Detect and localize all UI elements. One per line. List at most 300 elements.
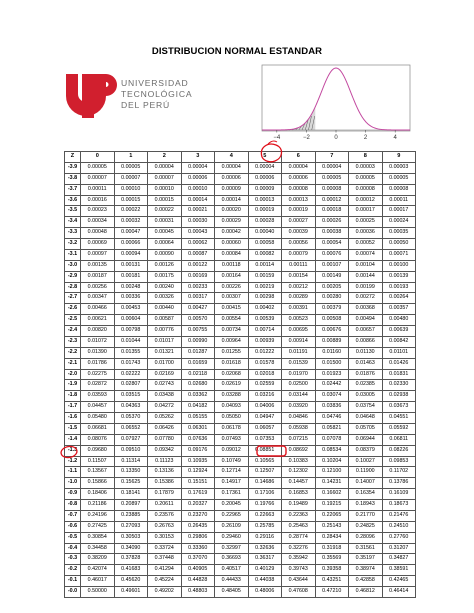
probability-cell: 0.00193 [382,282,416,293]
z-value-cell: -1.1 [65,467,81,478]
probability-cell: 0.00005 [349,173,383,184]
probability-cell: 0.13567 [81,467,115,478]
probability-cell: 0.26435 [181,521,215,532]
probability-cell: 0.16853 [282,489,316,500]
probability-cell: 0.00554 [215,315,249,326]
table-row [65,369,416,380]
table-row [65,228,416,239]
probability-cell: 0.00368 [349,304,383,315]
header-col-4: 4 [215,152,249,163]
probability-cell: 0.04457 [81,402,115,413]
logo-line-1: UNIVERSIDAD [121,78,189,88]
probability-cell: 0.04006 [248,402,282,413]
table-row [65,184,416,195]
probability-cell: 0.00062 [181,239,215,250]
probability-cell: 0.16602 [315,489,349,500]
z-value-cell: -2.4 [65,326,81,337]
probability-cell: 0.00205 [315,282,349,293]
probability-cell: 0.00175 [148,271,182,282]
utp-emblem-icon [66,74,117,118]
probability-cell: 0.00004 [282,162,316,173]
z-value-cell: -3.7 [65,184,81,195]
probability-cell: 0.00027 [282,217,316,228]
probability-cell: 0.01287 [181,347,215,358]
probability-cell: 0.01743 [114,358,148,369]
table-row [65,521,416,532]
curve-frame [262,65,410,131]
probability-cell: 0.35197 [349,554,383,565]
table-row [65,293,416,304]
probability-cell: 0.03288 [215,391,249,402]
probability-cell: 0.00045 [148,228,182,239]
probability-cell: 0.42074 [81,565,115,576]
table-row [65,467,416,478]
probability-cell: 0.14457 [282,478,316,489]
probability-cell: 0.11507 [81,456,115,467]
probability-cell: 0.00604 [114,315,148,326]
probability-cell: 0.00090 [148,249,182,260]
probability-cell: 0.22065 [315,510,349,521]
probability-cell: 0.00657 [349,326,383,337]
probability-cell: 0.37070 [181,554,215,565]
probability-cell: 0.00043 [181,228,215,239]
probability-cell: 0.00866 [349,336,383,347]
probability-cell: 0.02807 [114,380,148,391]
probability-cell: 0.14007 [349,478,383,489]
z-value-cell: -2.7 [65,293,81,304]
table-row [65,326,416,337]
probability-cell: 0.00040 [248,228,282,239]
probability-cell: 0.15386 [148,478,182,489]
probability-cell: 0.06944 [349,434,383,445]
probability-cell: 0.00154 [282,271,316,282]
probability-cell: 0.00264 [382,293,416,304]
probability-cell: 0.17361 [215,489,249,500]
table-row [65,162,416,173]
probability-cell: 0.12100 [315,467,349,478]
probability-cell: 0.00219 [248,282,282,293]
probability-cell: 0.00734 [215,326,249,337]
probability-cell: 0.03754 [349,402,383,413]
probability-cell: 0.41683 [114,565,148,576]
probability-cell: 0.00008 [315,184,349,195]
probability-cell: 0.28774 [282,532,316,543]
probability-cell: 0.00048 [81,228,115,239]
probability-cell: 0.00226 [215,282,249,293]
probability-cell: 0.00114 [248,260,282,271]
probability-cell: 0.00022 [114,206,148,217]
probability-cell: 0.38591 [382,565,416,576]
probability-cell: 0.00026 [315,217,349,228]
probability-cell: 0.15151 [181,478,215,489]
probability-cell: 0.40129 [248,565,282,576]
probability-cell: 0.00289 [282,293,316,304]
probability-cell: 0.06811 [382,434,416,445]
probability-cell: 0.23270 [181,510,215,521]
probability-cell: 0.00100 [382,260,416,271]
probability-cell: 0.43251 [315,576,349,587]
probability-cell: 0.10383 [282,456,316,467]
probability-cell: 0.03673 [382,402,416,413]
table-row [65,543,416,554]
probability-cell: 0.02068 [215,369,249,380]
probability-cell: 0.18406 [81,489,115,500]
table-header-row [65,152,416,163]
probability-cell: 0.00013 [248,195,282,206]
probability-cell: 0.05592 [382,423,416,434]
probability-cell: 0.30854 [81,532,115,543]
probability-cell: 0.00076 [315,249,349,260]
probability-cell: 0.03144 [282,391,316,402]
probability-cell: 0.07078 [315,434,349,445]
probability-cell: 0.02118 [181,369,215,380]
probability-cell: 0.47608 [282,587,316,598]
probability-cell: 0.01130 [349,347,383,358]
probability-cell: 0.02938 [382,391,416,402]
probability-cell: 0.01191 [282,347,316,358]
probability-cell: 0.04182 [181,402,215,413]
header-z: Z [65,152,81,163]
probability-cell: 0.32997 [215,543,249,554]
probability-cell: 0.00755 [181,326,215,337]
probability-cell: 0.00007 [148,173,182,184]
probability-cell: 0.00024 [382,217,416,228]
probability-cell: 0.01355 [114,347,148,358]
probability-cell: 0.05370 [114,413,148,424]
probability-cell: 0.00006 [181,173,215,184]
probability-cell: 0.00004 [315,162,349,173]
probability-cell: 0.00317 [181,293,215,304]
table-row [65,217,416,228]
probability-cell: 0.00047 [114,228,148,239]
probability-cell: 0.02743 [148,380,182,391]
probability-cell: 0.00004 [215,162,249,173]
probability-cell: 0.04648 [349,413,383,424]
probability-cell: 0.00776 [148,326,182,337]
probability-cell: 0.00079 [282,249,316,260]
z-value-cell: -2.6 [65,304,81,315]
table-row [65,206,416,217]
probability-cell: 0.04551 [382,413,416,424]
probability-cell: 0.44433 [215,576,249,587]
probability-cell: 0.27425 [81,521,115,532]
probability-cell: 0.35569 [315,554,349,565]
probability-cell: 0.39358 [315,565,349,576]
probability-cell: 0.10565 [248,456,282,467]
z-value-cell: -1.4 [65,434,81,445]
header-col-0: 0 [81,152,115,163]
z-value-cell: -0.5 [65,532,81,543]
probability-cell: 0.46414 [382,587,416,598]
probability-cell: 0.00084 [215,249,249,260]
probability-cell: 0.04363 [114,402,148,413]
probability-cell: 0.00007 [81,173,115,184]
probability-cell: 0.01044 [114,336,148,347]
probability-cell: 0.00056 [282,239,316,250]
probability-cell: 0.30503 [114,532,148,543]
probability-cell: 0.00427 [181,304,215,315]
probability-cell: 0.06057 [248,423,282,434]
probability-cell: 0.15866 [81,478,115,489]
probability-cell: 0.00990 [181,336,215,347]
probability-cell: 0.12714 [215,467,249,478]
probability-cell: 0.00570 [181,315,215,326]
probability-cell: 0.00039 [282,228,316,239]
table-row [65,576,416,587]
probability-cell: 0.00035 [382,228,416,239]
probability-cell: 0.33724 [148,543,182,554]
probability-cell: 0.01017 [148,336,182,347]
probability-cell: 0.00017 [349,206,383,217]
probability-cell: 0.40517 [215,565,249,576]
logo-line-2: TECNOLÓGICA [121,89,193,99]
page-title: DISTRIBUCION NORMAL ESTANDAR [151,46,323,57]
probability-cell: 0.04846 [282,413,316,424]
probability-cell: 0.03074 [315,391,349,402]
probability-cell: 0.00131 [114,260,148,271]
table-row [65,336,416,347]
probability-cell: 0.00159 [248,271,282,282]
header-col-1: 1 [114,152,148,163]
header-col-6: 6 [282,152,316,163]
header-col-2: 2 [148,152,182,163]
probability-cell: 0.00212 [282,282,316,293]
table-row [65,380,416,391]
probability-cell: 0.00005 [315,173,349,184]
probability-cell: 0.10027 [349,456,383,467]
probability-cell: 0.00005 [114,162,148,173]
z-value-cell: -1.5 [65,423,81,434]
probability-cell: 0.00028 [248,217,282,228]
probability-cell: 0.00326 [148,293,182,304]
probability-cell: 0.32276 [282,543,316,554]
probability-cell: 0.00034 [81,217,115,228]
probability-cell: 0.01222 [248,347,282,358]
probability-cell: 0.01255 [215,347,249,358]
probability-cell: 0.13786 [382,478,416,489]
probability-cell: 0.50000 [81,587,115,598]
table-row [65,391,416,402]
probability-cell: 0.01390 [81,347,115,358]
probability-cell: 0.12302 [282,467,316,478]
probability-cell: 0.04272 [148,402,182,413]
probability-cell: 0.20045 [215,500,249,511]
probability-cell: 0.00914 [282,336,316,347]
probability-cell: 0.07927 [114,434,148,445]
table-row [65,260,416,271]
z-value-cell: -1.7 [65,402,81,413]
probability-cell: 0.00480 [382,315,416,326]
probability-cell: 0.24510 [382,521,416,532]
probability-cell: 0.38209 [81,554,115,565]
probability-cell: 0.00889 [315,336,349,347]
probability-cell: 0.10749 [215,456,249,467]
probability-cell: 0.00118 [215,260,249,271]
probability-cell: 0.00036 [349,228,383,239]
probability-cell: 0.11123 [148,456,182,467]
probability-cell: 0.11314 [114,456,148,467]
probability-cell: 0.37828 [114,554,148,565]
probability-cell: 0.16354 [349,489,383,500]
probability-cell: 0.00181 [114,271,148,282]
probability-cell: 0.03593 [81,391,115,402]
probability-cell: 0.00069 [81,239,115,250]
probability-cell: 0.00011 [382,195,416,206]
probability-cell: 0.03836 [315,402,349,413]
probability-cell: 0.03216 [248,391,282,402]
probability-cell: 0.01700 [148,358,182,369]
probability-cell: 0.25785 [248,521,282,532]
probability-cell: 0.18673 [382,500,416,511]
z-value-cell: -3.5 [65,206,81,217]
probability-cell: 0.00379 [315,304,349,315]
table-row [65,239,416,250]
probability-cell: 0.44038 [248,576,282,587]
probability-cell: 0.07636 [181,434,215,445]
probability-cell: 0.00272 [349,293,383,304]
probability-cell: 0.00256 [81,282,115,293]
header-col-7: 7 [315,152,349,163]
tail-fill [262,107,315,130]
probability-cell: 0.17879 [148,489,182,500]
probability-cell: 0.35942 [282,554,316,565]
table-row [65,478,416,489]
probability-cell: 0.00014 [181,195,215,206]
header-col-5: 5 [248,152,282,163]
probability-cell: 0.08226 [382,445,416,456]
probability-cell: 0.00539 [248,315,282,326]
probability-cell: 0.22663 [248,510,282,521]
probability-cell: 0.03362 [181,391,215,402]
probability-cell: 0.29806 [181,532,215,543]
table-row [65,315,416,326]
probability-cell: 0.00060 [215,239,249,250]
probability-cell: 0.03515 [114,391,148,402]
probability-cell: 0.01072 [81,336,115,347]
probability-cell: 0.41294 [148,565,182,576]
probability-cell: 0.02018 [248,369,282,380]
z-value-cell: -0.6 [65,521,81,532]
probability-cell: 0.00010 [114,184,148,195]
probability-cell: 0.00012 [349,195,383,206]
probability-cell: 0.00013 [282,195,316,206]
probability-cell: 0.00017 [382,206,416,217]
probability-cell: 0.04746 [315,413,349,424]
probability-cell: 0.43644 [282,576,316,587]
z-value-cell: -2.5 [65,315,81,326]
probability-cell: 0.09176 [181,445,215,456]
probability-cell: 0.27760 [382,532,416,543]
probability-cell: 0.02500 [282,380,316,391]
probability-cell: 0.17619 [181,489,215,500]
probability-cell: 0.01618 [215,358,249,369]
probability-cell: 0.44828 [181,576,215,587]
probability-cell: 0.05938 [282,423,316,434]
probability-cell: 0.00695 [282,326,316,337]
z-value-cell: -3.0 [65,260,81,271]
probability-cell: 0.00052 [349,239,383,250]
probability-cell: 0.00097 [81,249,115,260]
probability-cell: 0.14686 [248,478,282,489]
probability-cell: 0.00508 [315,315,349,326]
probability-cell: 0.01463 [349,358,383,369]
probability-cell: 0.18141 [114,489,148,500]
probability-cell: 0.00307 [215,293,249,304]
probability-cell: 0.21770 [349,510,383,521]
probability-cell: 0.07215 [282,434,316,445]
probability-cell: 0.05705 [349,423,383,434]
z-value-cell: -0.1 [65,576,81,587]
table-row [65,510,416,521]
probability-cell: 0.06301 [181,423,215,434]
z-value-cell: -2.2 [65,347,81,358]
probability-cell: 0.00023 [81,206,115,217]
probability-cell: 0.29460 [215,532,249,543]
probability-cell: 0.00008 [349,184,383,195]
probability-cell: 0.00064 [148,239,182,250]
probability-cell: 0.00032 [114,217,148,228]
probability-cell: 0.10204 [315,456,349,467]
probability-cell: 0.00025 [349,217,383,228]
probability-cell: 0.00357 [382,304,416,315]
probability-cell: 0.00842 [382,336,416,347]
axis-tick-label: 2 [363,135,368,141]
probability-cell: 0.01923 [315,369,349,380]
probability-cell: 0.01500 [315,358,349,369]
probability-cell: 0.00135 [81,260,115,271]
probability-cell: 0.00029 [215,217,249,228]
probability-cell: 0.01876 [349,369,383,380]
probability-cell: 0.03920 [282,402,316,413]
probability-cell: 0.04947 [248,413,282,424]
header-col-9: 9 [382,152,416,163]
table-row [65,565,416,576]
probability-cell: 0.14917 [215,478,249,489]
probability-cell: 0.02385 [349,380,383,391]
probability-cell: 0.22363 [282,510,316,521]
probability-cell: 0.00402 [248,304,282,315]
probability-cell: 0.04093 [215,402,249,413]
probability-cell: 0.31207 [382,543,416,554]
probability-cell: 0.00094 [114,249,148,260]
probability-cell: 0.00012 [315,195,349,206]
curve-axis-ticks [273,130,397,141]
probability-cell: 0.02330 [382,380,416,391]
table-row [65,195,416,206]
probability-cell: 0.02559 [248,380,282,391]
probability-cell: 0.13136 [148,467,182,478]
probability-cell: 0.00126 [148,260,182,271]
probability-cell: 0.21186 [81,500,115,511]
probability-cell: 0.00149 [315,271,349,282]
probability-cell: 0.00248 [114,282,148,293]
probability-cell: 0.34090 [114,543,148,554]
probability-cell: 0.00494 [349,315,383,326]
table-row [65,489,416,500]
probability-cell: 0.14231 [315,478,349,489]
probability-cell: 0.26109 [215,521,249,532]
probability-cell: 0.05480 [81,413,115,424]
probability-cell: 0.00004 [181,162,215,173]
z-value-cell: -0.7 [65,510,81,521]
probability-cell: 0.00009 [248,184,282,195]
z-value-cell: -1.8 [65,391,81,402]
z-value-cell: -0.9 [65,489,81,500]
probability-cell: 0.40905 [181,565,215,576]
probability-cell: 0.00003 [349,162,383,173]
probability-cell: 0.01426 [382,358,416,369]
probability-cell: 0.00011 [81,184,115,195]
